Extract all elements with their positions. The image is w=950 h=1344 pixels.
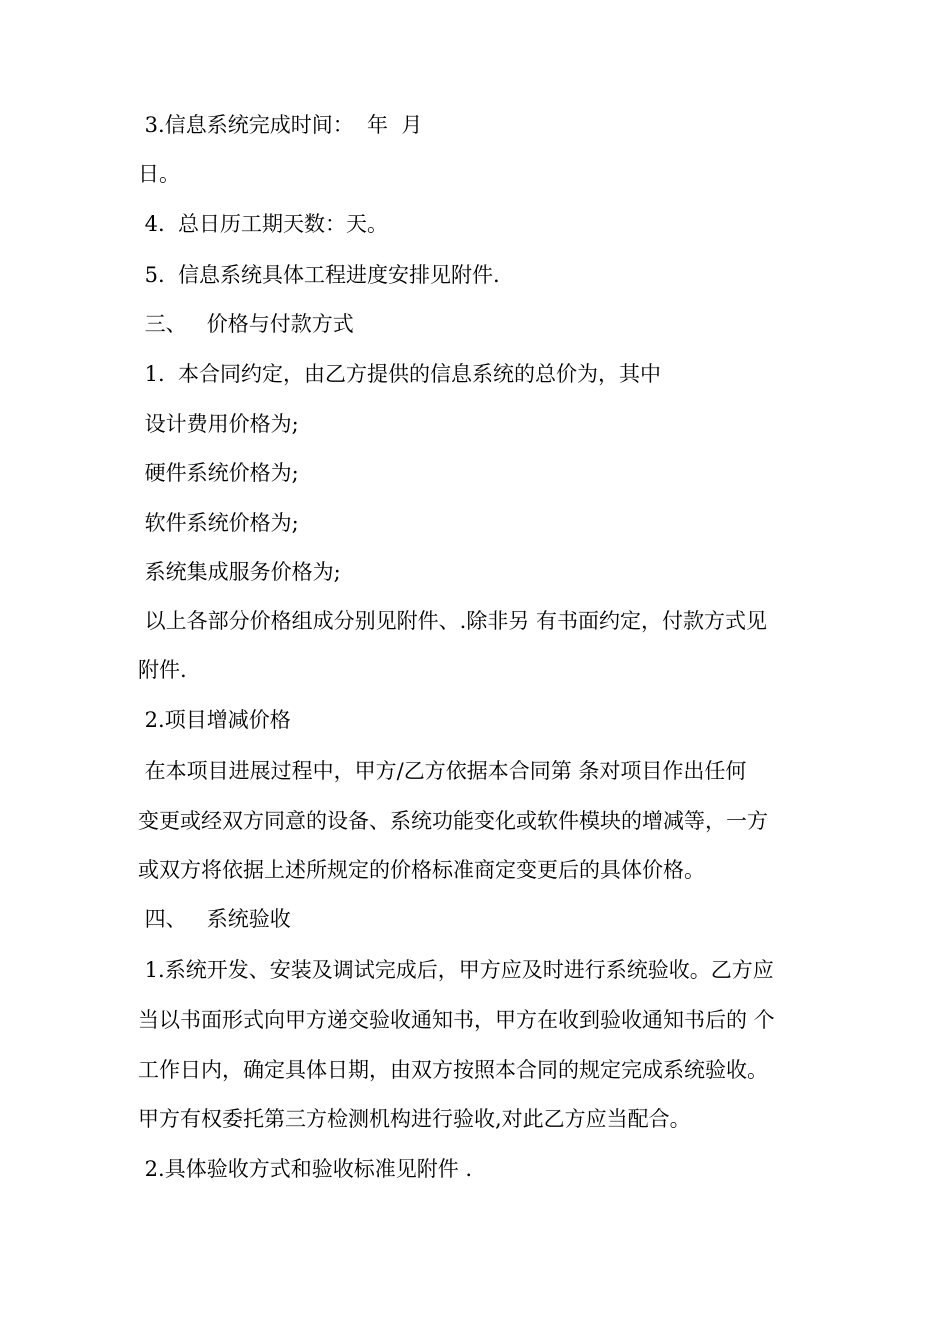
text-line-accept-para-3: 工作日内，确定具体日期，由双方按照本合同的规定完成系统验收。 bbox=[138, 1058, 768, 1082]
section-heading-acceptance: 四、 系统验收 bbox=[138, 907, 291, 931]
text-line-price-composition: 以上各部分价格组成分别见附件、.除非另 有书面约定，付款方式见 bbox=[138, 609, 768, 633]
text-line-adjust-para-1: 在本项目进展过程中，甲方/乙方依据本合同第 条对项目作出任何 bbox=[138, 759, 747, 783]
text-line-software-price: 软件系统价格为; bbox=[138, 511, 299, 535]
text-line-completion-time: 3.信息系统完成时间： 年 月 bbox=[138, 113, 423, 137]
text-line-day: 日。 bbox=[138, 162, 180, 186]
text-line-integration-price: 系统集成服务价格为; bbox=[138, 560, 341, 584]
text-line-accept-para-2: 当以书面形式向甲方递交验收通知书，甲方在收到验收通知书后的 个 bbox=[138, 1008, 775, 1032]
text-line-schedule: 5. 信息系统具体工程进度安排见附件. bbox=[138, 263, 500, 287]
text-line-attachment: 附件. bbox=[138, 658, 187, 682]
section-heading-price-payment: 三、 价格与付款方式 bbox=[138, 312, 354, 336]
text-line-price-adjustment: 2.项目增减价格 bbox=[138, 708, 291, 732]
text-line-accept-para-1: 1.系统开发、安装及调试完成后，甲方应及时进行系统验收。乙方应 bbox=[138, 958, 774, 982]
text-line-adjust-para-3: 或双方将依据上述所规定的价格标准商定变更后的具体价格。 bbox=[138, 858, 705, 882]
text-line-design-fee: 设计费用价格为; bbox=[138, 412, 299, 436]
text-line-total-days: 4. 总日历工期天数：天。 bbox=[138, 212, 389, 236]
text-line-adjust-para-2: 变更或经双方同意的设备、系统功能变化或软件模块的增减等，一方 bbox=[138, 809, 768, 833]
text-line-accept-para-4: 甲方有权委托第三方检测机构进行验收,对此乙方应当配合。 bbox=[138, 1107, 691, 1131]
text-line-accept-method: 2.具体验收方式和验收标准见附件 . bbox=[138, 1157, 473, 1181]
text-line-total-price: 1. 本合同约定，由乙方提供的信息系统的总价为，其中 bbox=[138, 362, 662, 386]
text-line-hardware-price: 硬件系统价格为; bbox=[138, 461, 299, 485]
